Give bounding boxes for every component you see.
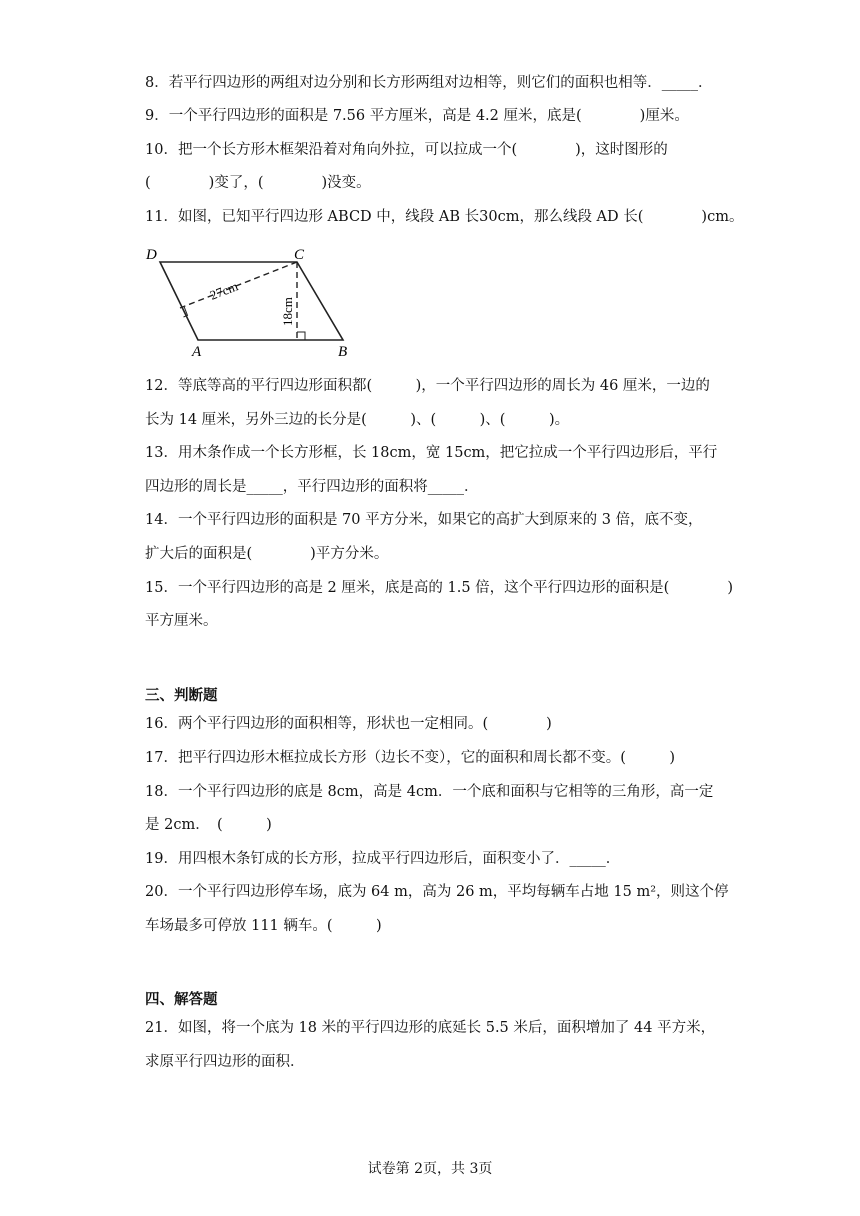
question-13-line-2: 四边形的周长是_____，平行四边形的面积将_____． <box>145 479 479 495</box>
question-8: 8．若平行四边形的两组对边分别和长方形两组对边相等，则它们的面积也相等．_____． <box>145 75 713 91</box>
vertex-a-label: A <box>192 344 202 360</box>
question-11: 11．如图，已知平行四边形 ABCD 中，线段 AB 长30cm，那么线段 AD 长( )cm。 <box>145 209 744 225</box>
question-15-line-1: 15．一个平行四边形的高是 2 厘米，底是高的 1.5 倍，这个平行四边形的面积是( ) <box>145 580 733 596</box>
diagonal-length-label: 27cm <box>207 278 241 303</box>
question-14-line-1: 14．一个平行四边形的面积是 70 平方分米，如果它的高扩大到原来的 3 倍，底不变， <box>145 512 703 528</box>
section-heading-judge: 三、判断题 <box>145 687 218 704</box>
question-19: 19．用四根木条钉成的长方形，拉成平行四边形后，面积变小了．_____． <box>145 851 621 867</box>
vertex-b-label: B <box>338 344 348 360</box>
question-9: 9．一个平行四边形的面积是 7.56 平方厘米，高是 4.2 厘米，底是( )厘米。 <box>145 108 689 124</box>
question-17: 17．把平行四边形木框拉成长方形（边长不变），它的面积和周长都不变。( ) <box>145 750 676 766</box>
parallelogram-outline <box>160 262 343 340</box>
vertex-c-label: C <box>294 247 305 263</box>
question-16: 16．两个平行四边形的面积相等，形状也一定相同。( ) <box>145 716 552 732</box>
question-20-line-1: 20．一个平行四边形停车场，底为 64 m，高为 26 m，平均每辆车占地 15 m²，则这个停 <box>145 884 729 900</box>
height-length-label: 18cm <box>280 297 295 326</box>
question-21-line-1: 21．如图，将一个底为 18 米的平行四边形的底延长 5.5 米后，面积增加了 44 平方米， <box>145 1020 716 1036</box>
parallelogram-figure <box>140 242 370 362</box>
question-12-line-1: 12．等底等高的平行四边形面积都( )，一个平行四边形的周长为 46 厘米，一边的 <box>145 378 710 394</box>
question-13-line-1: 13．用木条作成一个长方形框，长 18cm，宽 15cm，把它拉成一个平行四边形后，平行 <box>145 445 718 461</box>
section-heading-answer: 四、解答题 <box>145 991 218 1008</box>
page-footer: 试卷第 2页，共 3页 <box>367 1161 493 1177</box>
question-21-line-2: 求原平行四边形的面积． <box>145 1054 305 1070</box>
question-20-line-2: 车场最多可停放 111 辆车。( ) <box>145 918 382 934</box>
question-18-line-2: 是 2cm． ( ) <box>145 817 272 833</box>
right-angle-mark-ab <box>297 332 305 340</box>
question-10-line-2: ( )变了，( )没变。 <box>145 175 371 191</box>
question-14-line-2: 扩大后的面积是( )平方分米。 <box>145 546 389 562</box>
question-18-line-1: 18．一个平行四边形的底是 8cm，高是 4cm．一个底和面积与它相等的三角形，高一定 <box>145 784 714 800</box>
question-10-line-1: 10．把一个长方形木框架沿着对角向外拉，可以拉成一个( )，这时图形的 <box>145 142 668 158</box>
vertex-d-label: D <box>146 247 157 263</box>
question-15-line-2: 平方厘米。 <box>145 613 218 629</box>
question-12-line-2: 长为 14 厘米，另外三边的长分是( )、( )、( )。 <box>145 412 570 428</box>
